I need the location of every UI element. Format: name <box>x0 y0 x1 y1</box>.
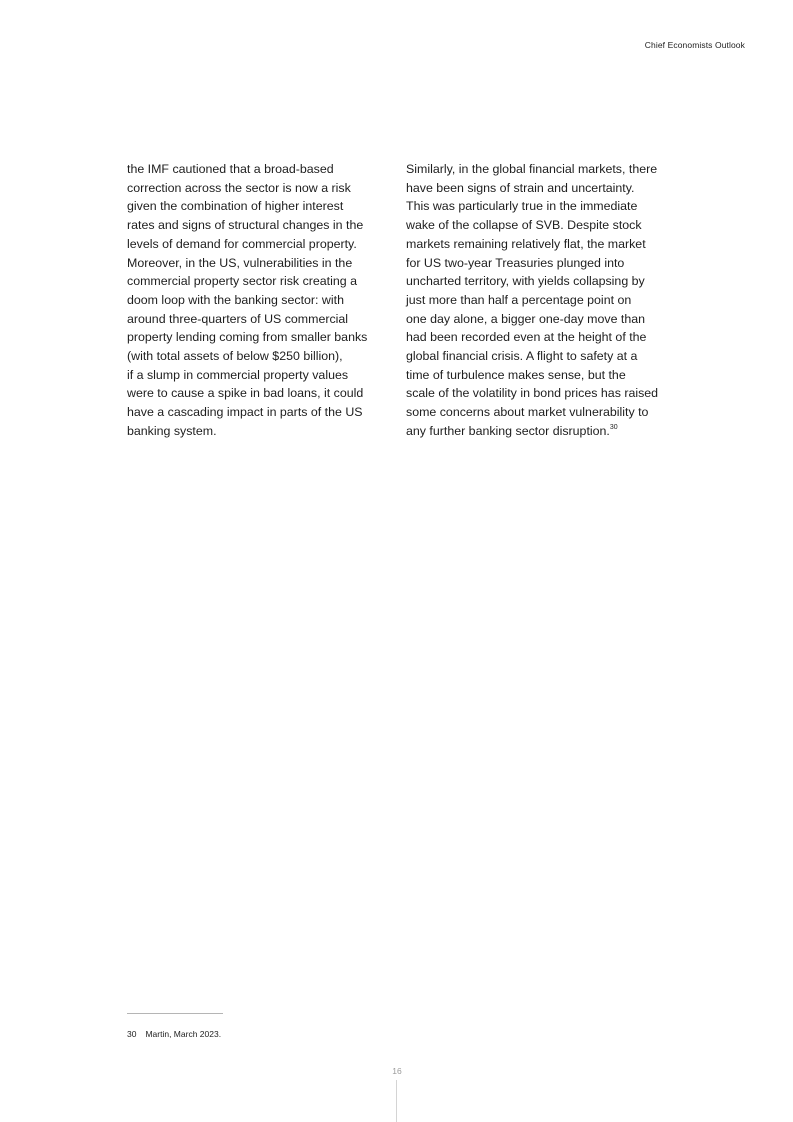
running-header-title: Chief Economists Outlook <box>644 40 745 50</box>
text-line: commercial property sector risk creating a <box>127 274 357 289</box>
footnote-reference[interactable]: 30 <box>609 423 618 431</box>
footnote-text: Martin, March 2023. <box>145 1029 222 1039</box>
text-line: for US two-year Treasuries plunged into <box>406 255 625 270</box>
text-line: levels of demand for commercial property. <box>127 236 357 251</box>
text-line: uncharted territory, with yields collapsing by <box>406 274 645 289</box>
footnote-divider <box>127 1013 223 1014</box>
text-line: (with total assets of below $250 billion), <box>127 349 343 364</box>
text-line: This was particularly true in the immediate <box>406 199 638 214</box>
text-line: had been recorded even at the height of the <box>406 330 647 345</box>
text-line: time of turbulence makes sense, but the <box>406 367 626 382</box>
text-line: correction across the sector is now a risk <box>127 180 351 195</box>
text-line: some concerns about market vulnerability to <box>406 405 649 420</box>
right-column <box>406 160 668 441</box>
text-line-last <box>406 422 668 441</box>
text-line: rates and signs of structural changes in the <box>127 218 364 233</box>
text-line: were to cause a spike in bad loans, it could <box>127 386 364 401</box>
text-line: given the combination of higher interest <box>127 199 344 214</box>
text-line: just more than half a percentage point on <box>406 292 632 307</box>
left-column <box>127 160 389 441</box>
text-line: wake of the collapse of SVB. Despite stock <box>406 218 642 233</box>
text-line: around three-quarters of US commercial <box>127 311 349 326</box>
page-number: 16 <box>392 1066 402 1076</box>
text-line: banking system. <box>127 423 217 438</box>
text-line: global financial crisis. A flight to safety at a <box>406 349 638 364</box>
text-line: property lending coming from smaller banks <box>127 330 368 345</box>
text-line-content: any further banking sector disruption. <box>406 423 610 438</box>
text-line: Similarly, in the global financial markets, there <box>406 162 658 176</box>
text-line: markets remaining relatively flat, the market <box>406 236 646 251</box>
text-line: one day alone, a bigger one-day move than <box>406 311 646 326</box>
text-line: doom loop with the banking sector: with <box>127 292 344 307</box>
text-line: have been signs of strain and uncertainty. <box>406 180 635 195</box>
text-line: have a cascading impact in parts of the US <box>127 405 363 420</box>
footnote-number: 30 <box>127 1029 137 1039</box>
page-number-rule <box>396 1080 397 1122</box>
text-line: Moreover, in the US, vulnerabilities in the <box>127 255 353 270</box>
text-line: the IMF cautioned that a broad-based <box>127 162 334 176</box>
right-paragraph <box>406 160 668 441</box>
text-line: scale of the volatility in bond prices has raised <box>406 386 659 401</box>
footnote <box>127 1029 221 1039</box>
left-paragraph <box>127 160 389 441</box>
text-line: if a slump in commercial property values <box>127 367 349 382</box>
